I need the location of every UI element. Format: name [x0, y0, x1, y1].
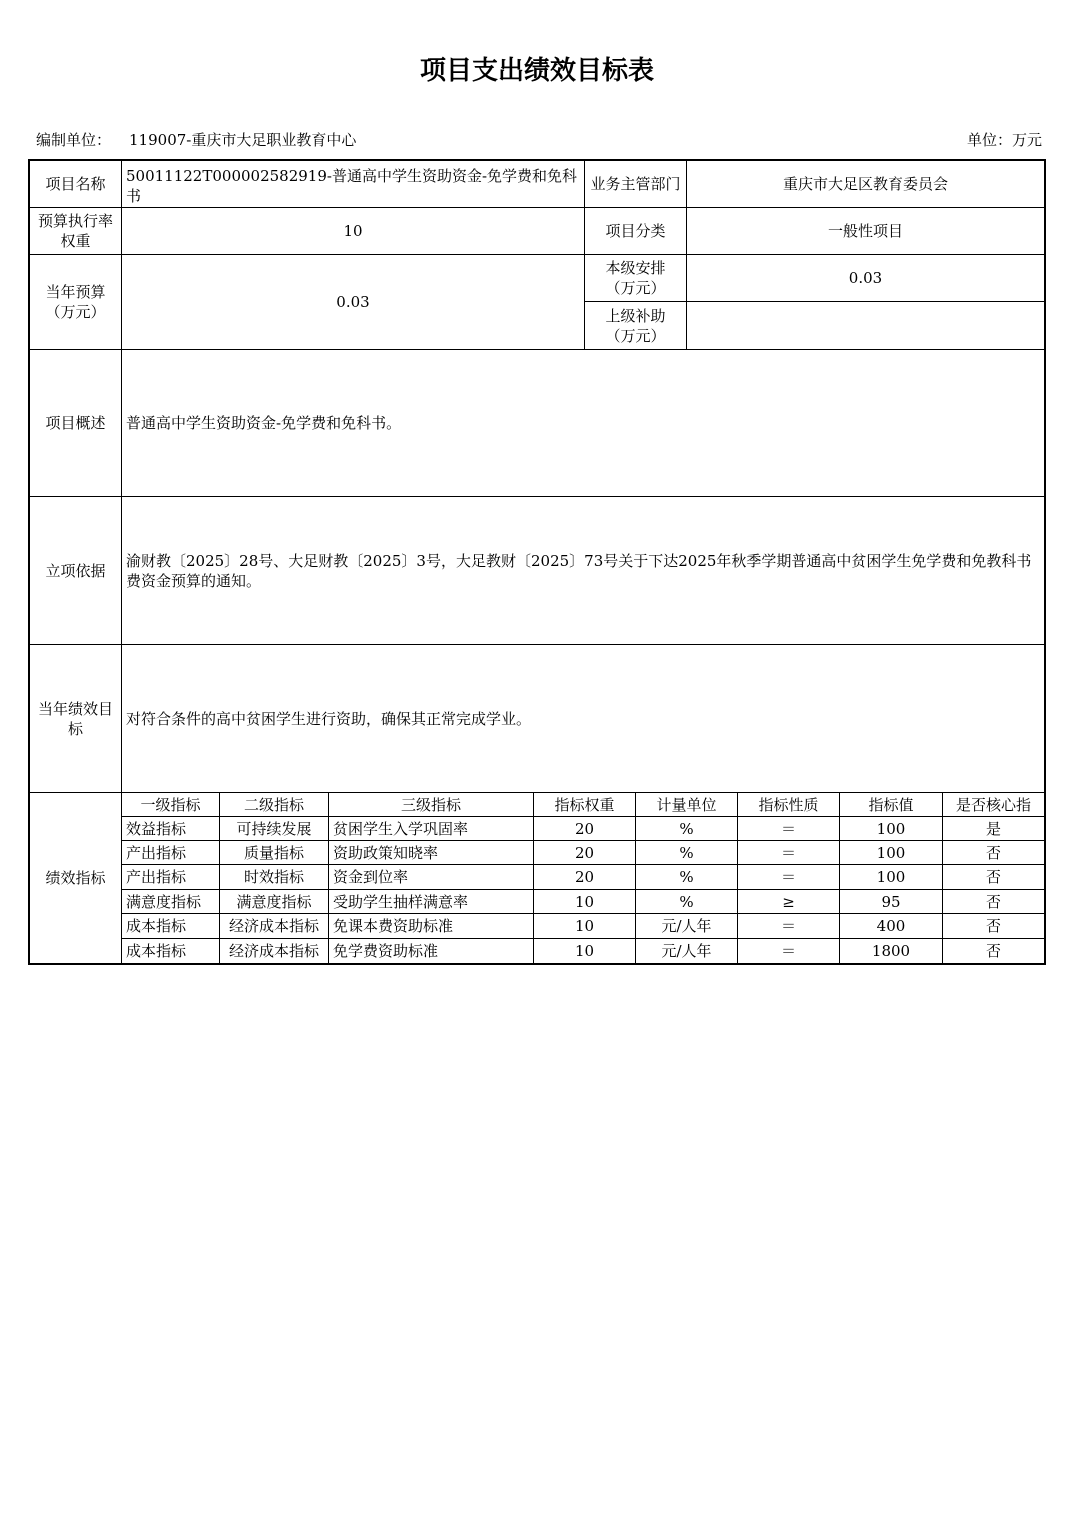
table-frame [28, 159, 1046, 965]
row-core: 否 [942, 913, 1045, 939]
row-core: 是 [942, 816, 1045, 841]
row-value: 1800 [839, 938, 943, 964]
local-label: 本级安排（万元） [584, 254, 687, 302]
row-unit: 元/人年 [635, 938, 738, 964]
unit-label: 编制单位： [36, 131, 112, 149]
project-name-label: 项目名称 [29, 160, 122, 208]
row-level3: 受助学生抽样满意率 [328, 889, 534, 914]
row-unit: % [635, 816, 738, 841]
project-name-value: 50011122T000002582919-普通高中学生资助资金-免学费和免科书 [121, 160, 585, 208]
category-label: 项目分类 [584, 207, 687, 255]
row-nature: ＝ [737, 816, 840, 841]
basis-value: 渝财教〔2025〕28号、大足财教〔2025〕3号，大足教财〔2025〕73号关于下达2025年秋季学期普通高中贫困学生免学费和免教科书费资金预算的通知。 [121, 496, 1045, 645]
row-unit: % [635, 889, 738, 914]
row-level1: 成本指标 [121, 938, 220, 964]
row-level2: 质量指标 [219, 840, 329, 865]
row-nature: ≥ [737, 889, 840, 914]
row-level2: 满意度指标 [219, 889, 329, 914]
weight-value: 10 [121, 207, 585, 255]
row-value: 400 [839, 913, 943, 939]
row-value: 95 [839, 889, 943, 914]
row-unit: % [635, 840, 738, 865]
row-level1: 满意度指标 [121, 889, 220, 914]
row-value: 100 [839, 816, 943, 841]
row-unit: 元/人年 [635, 913, 738, 939]
header-nature: 指标性质 [737, 792, 840, 817]
row-nature: ＝ [737, 864, 840, 890]
indicator-label: 绩效指标 [29, 792, 122, 964]
header-unit: 计量单位 [635, 792, 738, 817]
row-level3: 资金到位率 [328, 864, 534, 890]
header-level3: 三级指标 [328, 792, 534, 817]
row-level1: 产出指标 [121, 840, 220, 865]
budget-value: 0.03 [121, 254, 585, 350]
upper-label: 上级补助（万元） [584, 301, 687, 350]
row-level3: 免学费资助标准 [328, 938, 534, 964]
dept-label: 业务主管部门 [584, 160, 687, 208]
page-title: 项目支出绩效目标表 [419, 56, 654, 86]
header-level1: 一级指标 [121, 792, 220, 817]
category-value: 一般性项目 [686, 207, 1045, 255]
row-weight: 20 [533, 816, 636, 841]
row-weight: 10 [533, 938, 636, 964]
header-value: 指标值 [839, 792, 943, 817]
local-value: 0.03 [686, 254, 1045, 302]
overview-value: 普通高中学生资助资金-免学费和免科书。 [121, 349, 1045, 497]
basis-label: 立项依据 [29, 496, 122, 645]
row-level3: 资助政策知晓率 [328, 840, 534, 865]
row-level3: 免课本费资助标准 [328, 913, 534, 939]
weight-label: 预算执行率权重 [29, 207, 122, 255]
header-weight: 指标权重 [533, 792, 636, 817]
row-nature: ＝ [737, 938, 840, 964]
row-weight: 10 [533, 913, 636, 939]
row-core: 否 [942, 889, 1045, 914]
goal-label: 当年绩效目标 [29, 644, 122, 793]
row-level2: 经济成本指标 [219, 938, 329, 964]
row-nature: ＝ [737, 913, 840, 939]
row-core: 否 [942, 938, 1045, 964]
header-core: 是否核心指 [942, 792, 1045, 817]
currency-unit: 单位：万元 [966, 131, 1042, 149]
goal-value: 对符合条件的高中贫困学生进行资助，确保其正常完成学业。 [121, 644, 1045, 793]
row-level2: 可持续发展 [219, 816, 329, 841]
unit-info [36, 129, 356, 150]
row-value: 100 [839, 864, 943, 890]
row-level1: 效益指标 [121, 816, 220, 841]
unit-value: 119007-重庆市大足职业教育中心 [129, 131, 357, 149]
row-level2: 经济成本指标 [219, 913, 329, 939]
row-core: 否 [942, 840, 1045, 865]
row-weight: 10 [533, 889, 636, 914]
row-level2: 时效指标 [219, 864, 329, 890]
row-level3: 贫困学生入学巩固率 [328, 816, 534, 841]
row-core: 否 [942, 864, 1045, 890]
row-level1: 产出指标 [121, 864, 220, 890]
overview-label: 项目概述 [29, 349, 122, 497]
row-weight: 20 [533, 840, 636, 865]
row-level1: 成本指标 [121, 913, 220, 939]
row-nature: ＝ [737, 840, 840, 865]
header-level2: 二级指标 [219, 792, 329, 817]
budget-label: 当年预算（万元） [29, 254, 122, 350]
row-weight: 20 [533, 864, 636, 890]
row-value: 100 [839, 840, 943, 865]
dept-value: 重庆市大足区教育委员会 [686, 160, 1045, 208]
row-unit: % [635, 864, 738, 890]
